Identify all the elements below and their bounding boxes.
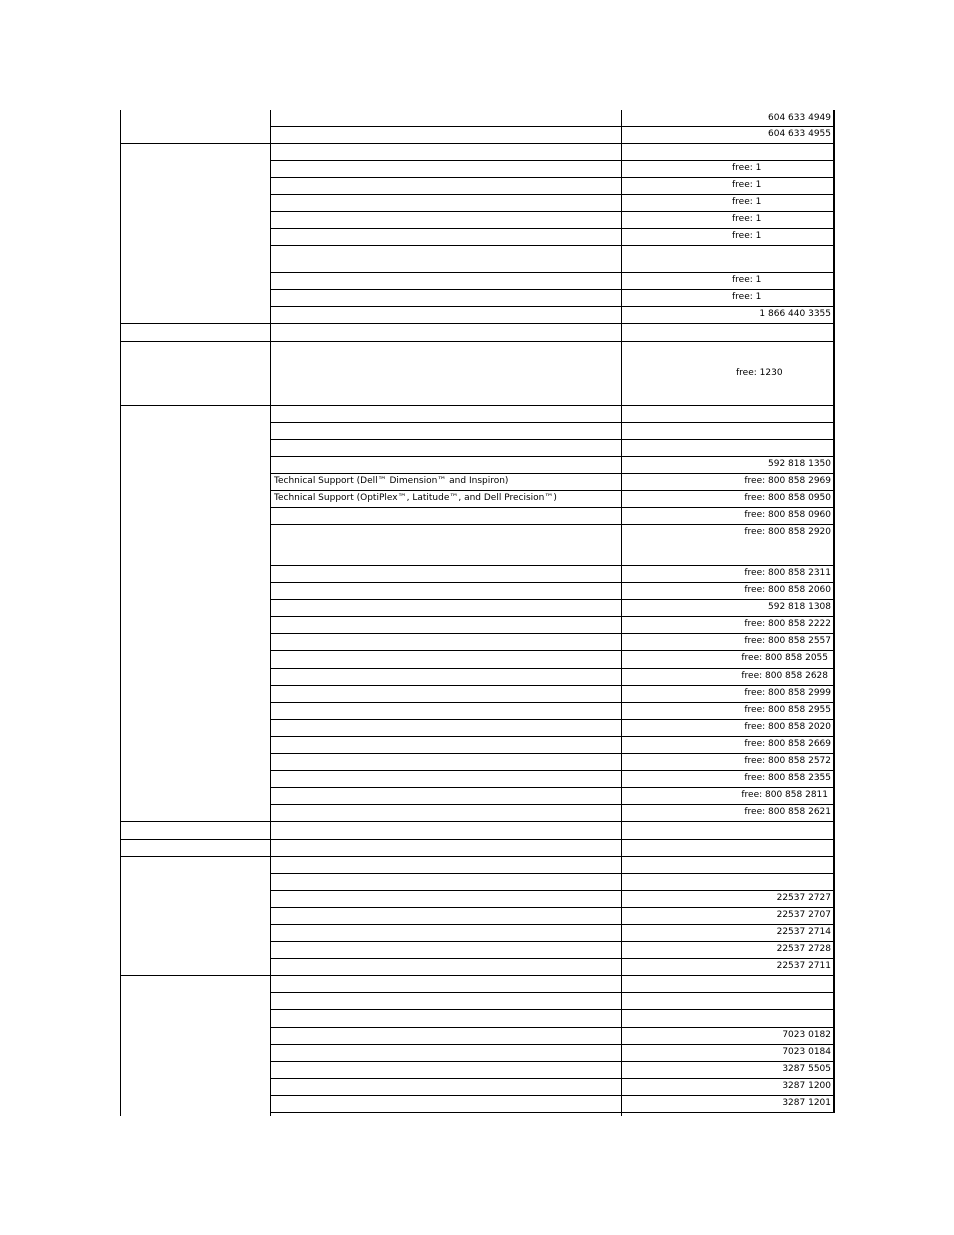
row-divider — [270, 323, 835, 324]
row-divider — [270, 405, 835, 406]
phone-number: free: 800 858 2669 — [744, 739, 831, 749]
phone-number: free: 800 858 0950 — [744, 493, 831, 503]
row-divider — [270, 975, 835, 976]
phone-number: free: 1 — [732, 292, 762, 302]
phone-number: 592 818 1308 — [768, 602, 831, 612]
row-divider — [120, 143, 270, 144]
phone-number: free: 800 858 2811 — [741, 790, 828, 800]
phone-number: free: 1 — [732, 163, 762, 173]
phone-number: free: 800 858 2920 — [744, 527, 831, 537]
column-divider — [621, 110, 622, 1116]
row-divider — [270, 873, 835, 874]
phone-number: 22537 2728 — [776, 944, 831, 954]
service-label: Technical Support (Dell™ Dimension™ and Inspiron) — [274, 476, 509, 486]
service-label: Technical Support (OptiPlex™, Latitude™, and Dell Precision™) — [274, 493, 557, 503]
column-divider — [270, 110, 271, 1116]
phone-number: free: 800 858 2621 — [744, 807, 831, 817]
row-divider — [270, 1009, 835, 1010]
column-divider — [833, 110, 835, 1112]
phone-number: free: 800 858 2969 — [744, 476, 831, 486]
contact-numbers-table — [120, 110, 834, 1116]
phone-number: free: 800 858 2557 — [744, 636, 831, 646]
row-divider — [270, 245, 835, 246]
row-divider — [120, 821, 270, 822]
row-divider — [270, 821, 835, 822]
phone-number: free: 800 858 2355 — [744, 773, 831, 783]
phone-number: free: 800 858 2572 — [744, 756, 831, 766]
phone-number: free: 1230 — [736, 368, 783, 378]
row-divider — [270, 992, 835, 993]
phone-number: free: 800 858 2311 — [744, 568, 831, 578]
phone-number: free: 1 — [732, 231, 762, 241]
phone-number: 22537 2711 — [776, 961, 831, 971]
phone-number: 3287 1201 — [782, 1098, 831, 1108]
phone-number: 22537 2707 — [776, 910, 831, 920]
phone-number: 7023 0182 — [782, 1030, 831, 1040]
phone-number: 3287 5505 — [782, 1064, 831, 1074]
phone-number: 1 866 440 3355 — [759, 309, 831, 319]
phone-number: free: 800 858 2955 — [744, 705, 831, 715]
phone-number: 22537 2727 — [776, 893, 831, 903]
phone-number: free: 1 — [732, 275, 762, 285]
phone-number: 22537 2714 — [776, 927, 831, 937]
phone-number: free: 1 — [732, 180, 762, 190]
phone-number: free: 800 858 2628 — [741, 671, 828, 681]
row-divider — [270, 143, 835, 144]
phone-number: 3287 1200 — [782, 1081, 831, 1091]
column-divider — [120, 110, 121, 1116]
row-divider — [270, 856, 835, 857]
row-divider — [120, 975, 270, 976]
row-divider — [270, 341, 835, 342]
phone-number: 7023 0184 — [782, 1047, 831, 1057]
row-divider — [120, 405, 270, 406]
phone-number: free: 800 858 2020 — [744, 722, 831, 732]
phone-number: free: 1 — [732, 197, 762, 207]
phone-number: 604 633 4949 — [768, 113, 831, 123]
phone-number: free: 1 — [732, 214, 762, 224]
phone-number: free: 800 858 2055 — [741, 653, 828, 663]
row-divider — [270, 422, 835, 423]
phone-number: free: 800 858 2222 — [744, 619, 831, 629]
row-divider — [120, 323, 270, 324]
phone-number: free: 800 858 0960 — [744, 510, 831, 520]
row-divider — [270, 439, 835, 440]
row-divider — [120, 341, 270, 342]
phone-number: free: 800 858 2060 — [744, 585, 831, 595]
row-divider — [270, 839, 835, 840]
row-divider — [270, 1112, 835, 1113]
row-divider — [120, 856, 270, 857]
phone-number: 604 633 4955 — [768, 129, 831, 139]
row-divider — [120, 839, 270, 840]
phone-number: 592 818 1350 — [768, 459, 831, 469]
phone-number: free: 800 858 2999 — [744, 688, 831, 698]
